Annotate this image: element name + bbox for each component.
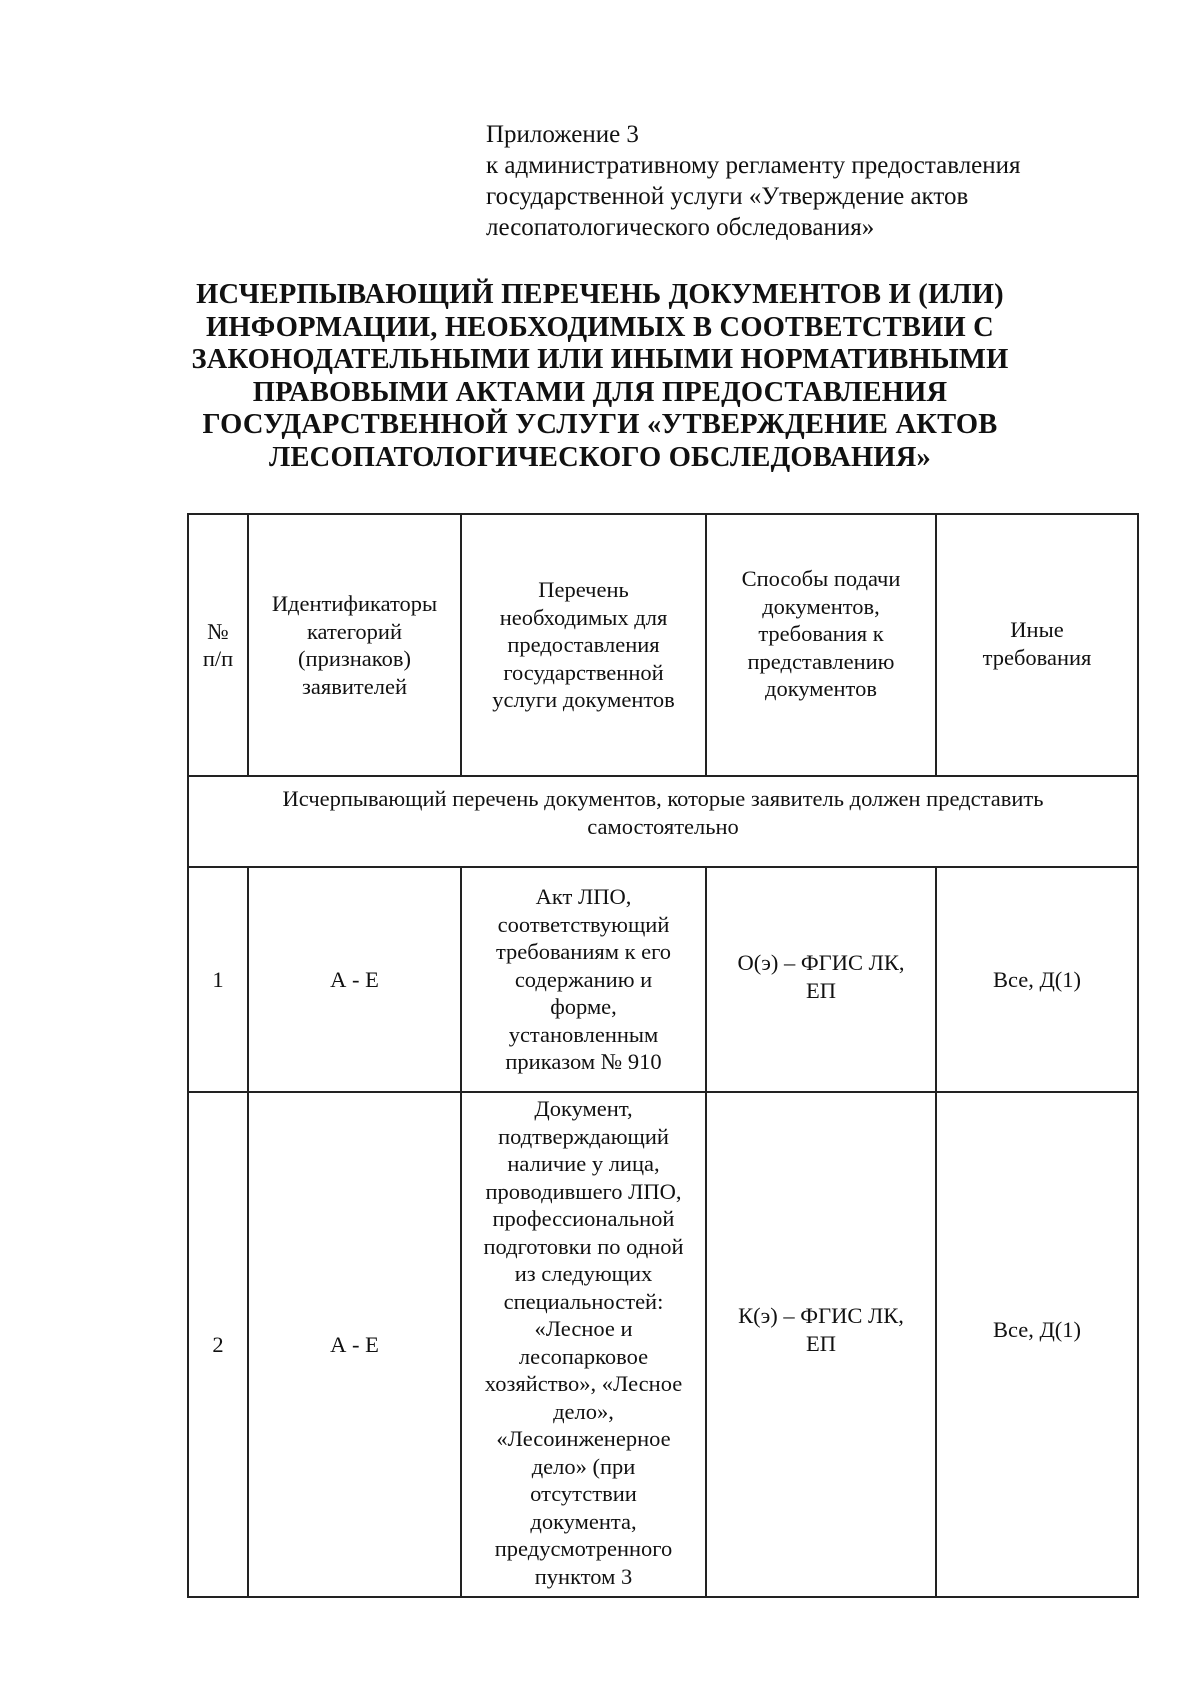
document-line: наличие у лица, (507, 1151, 660, 1176)
section-heading (188, 776, 1138, 867)
document-line: приказом № 910 (505, 1049, 662, 1075)
document-line: Документ, (534, 1096, 633, 1121)
row-category: А - Е (248, 1092, 461, 1597)
row-method (706, 867, 936, 1092)
header-line: № (207, 618, 229, 644)
header-line: необходимых для (499, 604, 668, 630)
method-line: О(э) – ФГИС ЛК, (737, 950, 905, 975)
header-line: государственной (503, 659, 664, 685)
header-line: (признаков) (298, 646, 411, 671)
header-line: Способы подачи (741, 566, 901, 591)
document-line: форме, (550, 994, 617, 1020)
appendix-line: лесопатологического обследования» (486, 214, 875, 241)
appendix-line: государственной услуги «Утверждение актов (486, 183, 969, 210)
header-line: услуги документов (492, 687, 675, 713)
header-line: предоставления (507, 632, 660, 658)
document-line: дело», (553, 1398, 614, 1424)
header-line: требования к (758, 621, 884, 646)
document-line: отсутствии (530, 1481, 637, 1506)
header-line: документов, (762, 593, 880, 619)
appendix-note (486, 119, 1126, 243)
row-other: Все, Д(1) (936, 1092, 1138, 1597)
document-line: из следующих (514, 1261, 653, 1286)
document-line: профессиональной (492, 1206, 675, 1231)
row-other: Все, Д(1) (936, 867, 1138, 1092)
table-row (188, 1092, 1138, 1597)
document-line: установленным (508, 1021, 659, 1047)
header-line: требования (982, 644, 1092, 670)
header-document-list (461, 514, 706, 776)
appendix-line: Приложение 3 (486, 121, 639, 148)
header-line: представлению (747, 648, 895, 674)
table-header-row (188, 514, 1138, 776)
document-line: хозяйство», «Лесное (484, 1371, 683, 1396)
document-line: «Лесное и (534, 1316, 633, 1341)
document-line: лесопарковое (518, 1343, 649, 1369)
header-number (188, 514, 248, 776)
header-line: п/п (202, 646, 234, 671)
document-line: предусмотренного (494, 1536, 673, 1561)
title-line: ИНФОРМАЦИИ, НЕОБХОДИМЫХ В СООТВЕТСТВИИ С (206, 311, 994, 343)
document-line: дело» (при (531, 1453, 636, 1479)
document-line: пунктом 3 (534, 1563, 633, 1589)
method-line: ЕП (806, 977, 836, 1003)
header-submission-method (706, 514, 936, 776)
documents-table (187, 513, 1139, 1598)
header-line: заявителей (302, 673, 407, 699)
method-line: К(э) – ФГИС ЛК, (738, 1303, 904, 1328)
section-line: Исчерпывающий перечень документов, которые заявитель должен представить (282, 786, 1044, 811)
table-row (188, 867, 1138, 1092)
row-method (706, 1092, 936, 1597)
document-line: проводившего ЛПО, (485, 1178, 682, 1204)
document-line: «Лесоинженерное (496, 1426, 671, 1451)
title-line: ЗАКОНОДАТЕЛЬНЫМИ ИЛИ ИНЫМИ НОРМАТИВНЫМИ (191, 344, 1009, 375)
row-document (461, 1092, 706, 1597)
header-line: категорий (306, 618, 403, 644)
header-applicant-category (248, 514, 461, 776)
document-line: специальностей: (503, 1288, 664, 1314)
document-title (150, 279, 1050, 474)
document-line: соответствующий (497, 911, 670, 937)
section-row (188, 776, 1138, 867)
document-line: содержанию и (514, 966, 653, 992)
title-line: ИСЧЕРПЫВАЮЩИЙ ПЕРЕЧЕНЬ ДОКУМЕНТОВ И (ИЛИ) (196, 279, 1004, 310)
document-line: документа, (530, 1508, 637, 1534)
title-line: ПРАВОВЫМИ АКТАМИ ДЛЯ ПРЕДОСТАВЛЕНИЯ (252, 376, 948, 408)
row-number: 1 (188, 867, 248, 1092)
header-line: Перечень (538, 577, 629, 603)
section-line: самостоятельно (587, 813, 739, 839)
method-line: ЕП (806, 1330, 836, 1356)
row-category: А - Е (248, 867, 461, 1092)
appendix-line: к административному регламенту предоставления (486, 152, 1021, 179)
header-line: документов (765, 676, 877, 701)
document-line: требованиям к его (495, 939, 672, 965)
row-number: 2 (188, 1092, 248, 1597)
document-line: подготовки по одной (483, 1233, 684, 1259)
header-other-requirements (936, 514, 1138, 776)
document-line: подтверждающий (498, 1123, 669, 1149)
header-line: Идентификаторы (271, 591, 438, 616)
document-line: Акт ЛПО, (535, 884, 632, 910)
title-line: ЛЕСОПАТОЛОГИЧЕСКОГО ОБСЛЕДОВАНИЯ» (269, 441, 931, 473)
row-document (461, 867, 706, 1092)
title-line: ГОСУДАРСТВЕННОЙ УСЛУГИ «УТВЕРЖДЕНИЕ АКТОВ (202, 409, 998, 440)
header-line: Иные (1010, 617, 1064, 642)
